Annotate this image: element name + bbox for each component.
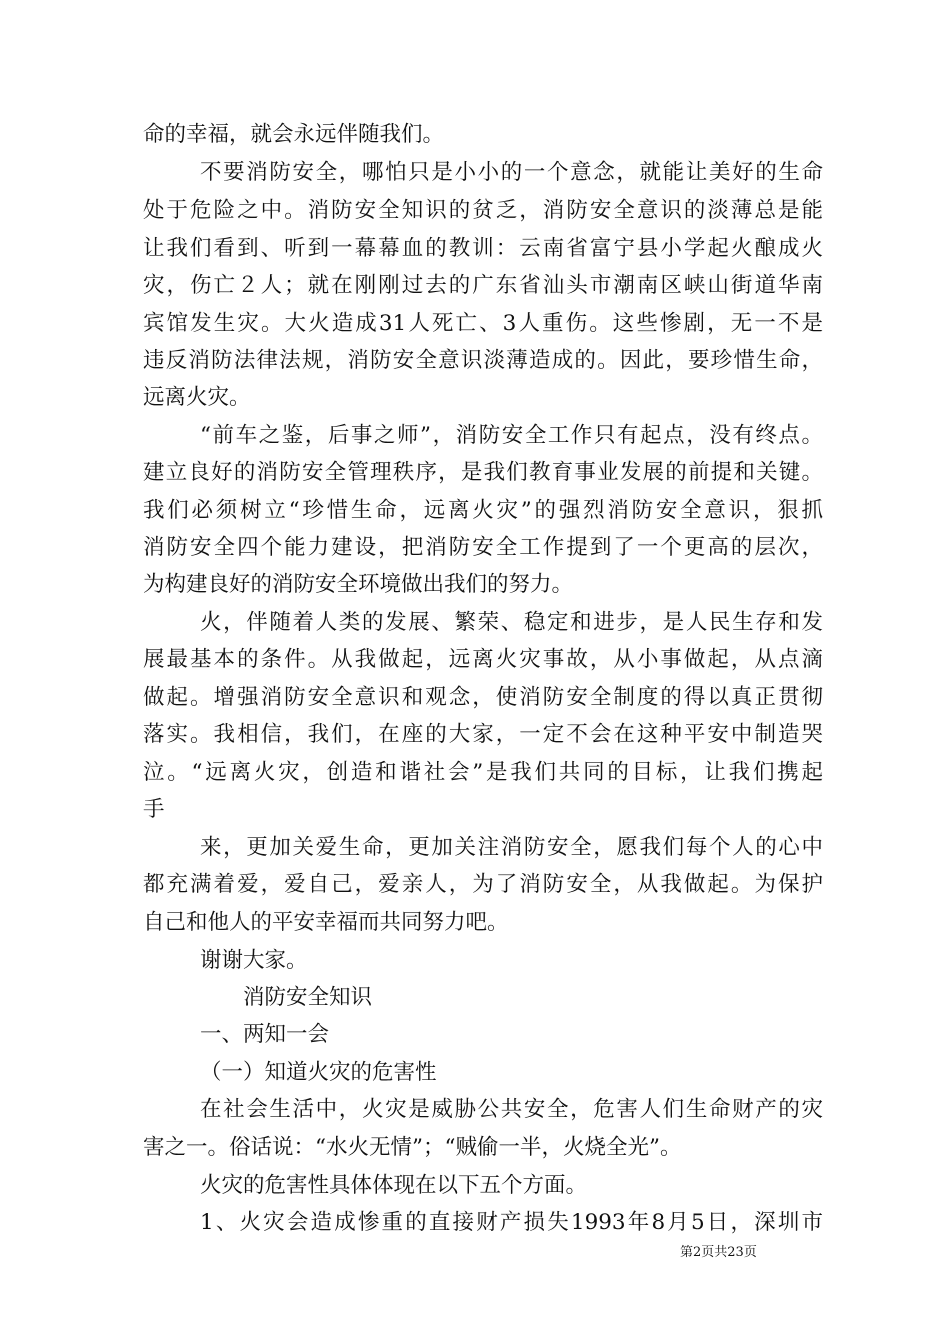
text-line: 建立良好的消防安全管理秩序，是我们教育事业发展的前提和关键。 — [143, 460, 823, 485]
text-line: 来，更加关爱生命，更加关注消防安全，愿我们每个人的心中 — [200, 835, 823, 860]
text-line: 火灾的危害性具体体现在以下五个方面。 — [200, 1173, 588, 1198]
text-line: 都充满着爱，爱自己，爱亲人，为了消防安全，从我做起。为保护 — [143, 872, 823, 897]
text-line: 在社会生活中，火灾是威胁公共安全，危害人们生命财产的灾 — [200, 1097, 823, 1122]
text-line: 消防安全四个能力建设，把消防安全工作提到了一个更高的层次， — [143, 535, 823, 560]
text-line: 谢谢大家。 — [200, 948, 308, 973]
text-line: 做起。增强消防安全意识和观念，使消防安全制度的得以真正贯彻 — [143, 685, 823, 710]
section-heading: 消防安全知识 — [243, 985, 373, 1010]
text-line: 命的幸福，就会永远伴随我们。 — [143, 122, 445, 147]
section-heading: 一、两知一会 — [200, 1022, 330, 1047]
text-line: 1、火灾会造成惨重的直接财产损失1993年8月5日，深圳市 — [200, 1210, 823, 1235]
text-line: 害之一。俗话说：“水火无情”；“贼偷一半，火烧全光”。 — [143, 1135, 682, 1160]
text-line: 自己和他人的平安幸福而共同努力吧。 — [143, 910, 509, 935]
page-number: 第2页共23页 — [680, 1245, 757, 1260]
text-line: 宾馆发生灾。大火造成31人死亡、3人重伤。这些惨剧，无一不是 — [143, 311, 823, 336]
text-line: 远离火灾。 — [143, 385, 251, 410]
text-line: “前车之鉴，后事之师”，消防安全工作只有起点，没有终点。 — [200, 423, 823, 448]
text-line: 我们必须树立“珍惜生命，远离火灾”的强烈消防安全意识，狠抓 — [143, 498, 823, 523]
subsection-heading: （一）知道火灾的危害性 — [200, 1060, 437, 1085]
text-line: 落实。我相信，我们，在座的大家，一定不会在这种平安中制造哭 — [143, 722, 823, 747]
text-line: 让我们看到、听到一幕幕血的教训：云南省富宁县小学起火酿成火 — [143, 236, 823, 261]
text-line: 泣。“远离火灾，创造和谐社会”是我们共同的目标，让我们携起 — [143, 760, 823, 785]
text-line: 违反消防法律法规，消防安全意识淡薄造成的。因此，要珍惜生命， — [143, 348, 823, 373]
text-line: 火，伴随着人类的发展、繁荣、稳定和进步，是人民生存和发 — [200, 610, 823, 635]
text-line: 灾，伤亡２人；就在刚刚过去的广东省汕头市潮南区峡山街道华南 — [143, 273, 823, 298]
text-line: 处于危险之中。消防安全知识的贫乏，消防安全意识的淡薄总是能 — [143, 198, 823, 223]
text-line: 展最基本的条件。从我做起，远离火灾事故，从小事做起，从点滴 — [143, 647, 823, 672]
text-line: 不要消防安全，哪怕只是小小的一个意念，就能让美好的生命 — [200, 160, 823, 185]
text-line: 手 — [143, 797, 165, 822]
text-line: 为构建良好的消防安全环境做出我们的努力。 — [143, 572, 574, 597]
